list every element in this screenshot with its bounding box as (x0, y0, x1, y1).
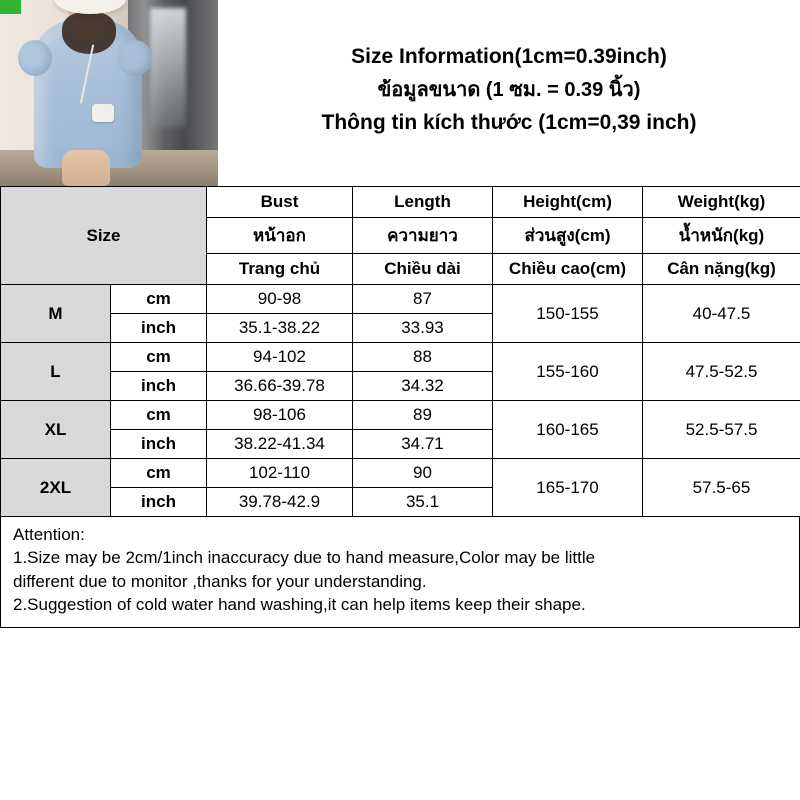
row-2xl-unit-inch: inch (111, 488, 207, 517)
attention-note-1-part1: 1.Size may be 2cm/1inch inaccuracy due to hand measure,Color may be little (13, 548, 596, 568)
table-row (1, 459, 800, 488)
row-m-bust-cm: 90-98 (207, 285, 353, 314)
row-xl-unit-cm: cm (111, 401, 207, 430)
row-l-unit-inch: inch (111, 372, 207, 401)
column-weight-vi: Cân nặng(kg) (643, 254, 800, 285)
table-row (1, 343, 800, 372)
column-height-vi: Chiều cao(cm) (493, 254, 643, 285)
column-height-th: ส่วนสูง(cm) (493, 218, 643, 254)
product-photo (0, 0, 218, 186)
title-english: Size Information(1cm=0.39inch) (351, 45, 667, 69)
row-2xl-bust-inch: 39.78-42.9 (207, 488, 353, 517)
row-m-weight: 40-47.5 (643, 285, 800, 343)
photo-handbag (92, 104, 114, 122)
table-header-row-en (1, 187, 800, 218)
table-row (1, 285, 800, 314)
row-m-length-inch: 33.93 (353, 314, 493, 343)
row-l-height: 155-160 (493, 343, 643, 401)
column-weight-th: น้ำหนัก(kg) (643, 218, 800, 254)
size-table (0, 186, 800, 517)
row-l-unit-cm: cm (111, 343, 207, 372)
row-size-xl: XL (1, 401, 111, 459)
title-vietnamese: Thông tin kích thước (1cm=0,39 inch) (321, 110, 697, 134)
photo-legs (62, 150, 110, 186)
photo-light-reflection (150, 8, 186, 128)
title-thai: ข้อมูลขนาด (1 ซม. = 0.39 นิ้ว) (377, 78, 641, 101)
row-l-bust-inch: 36.66-39.78 (207, 372, 353, 401)
column-length-vi: Chiều dài (353, 254, 493, 285)
row-size-l: L (1, 343, 111, 401)
attention-note-1-part2: different due to monitor ,thanks for your understanding. (13, 571, 427, 591)
row-2xl-length-inch: 35.1 (353, 488, 493, 517)
column-bust-en: Bust (207, 187, 353, 218)
row-l-length-cm: 88 (353, 343, 493, 372)
column-height-en: Height(cm) (493, 187, 643, 218)
row-size-2xl: 2XL (1, 459, 111, 517)
green-corner-badge (0, 0, 21, 14)
row-l-weight: 47.5-52.5 (643, 343, 800, 401)
row-xl-bust-inch: 38.22-41.34 (207, 430, 353, 459)
row-2xl-weight: 57.5-65 (643, 459, 800, 517)
column-length-th: ความยาว (353, 218, 493, 254)
row-xl-unit-inch: inch (111, 430, 207, 459)
row-l-length-inch: 34.32 (353, 372, 493, 401)
row-m-height: 150-155 (493, 285, 643, 343)
column-length-en: Length (353, 187, 493, 218)
table-row (1, 401, 800, 430)
row-l-bust-cm: 94-102 (207, 343, 353, 372)
photo-sleeve-left (18, 40, 52, 76)
row-xl-height: 160-165 (493, 401, 643, 459)
attention-note-2: 2.Suggestion of cold water hand washing,it can help items keep their shape. (13, 595, 586, 615)
row-m-bust-inch: 35.1-38.22 (207, 314, 353, 343)
row-xl-weight: 52.5-57.5 (643, 401, 800, 459)
row-2xl-height: 165-170 (493, 459, 643, 517)
title-block (218, 0, 800, 186)
row-2xl-length-cm: 90 (353, 459, 493, 488)
row-size-m: M (1, 285, 111, 343)
column-weight-en: Weight(kg) (643, 187, 800, 218)
photo-model-hair (62, 12, 116, 54)
attention-title: Attention: (13, 525, 85, 544)
row-xl-bust-cm: 98-106 (207, 401, 353, 430)
row-2xl-bust-cm: 102-110 (207, 459, 353, 488)
photo-sleeve-right (118, 40, 152, 76)
row-m-unit-cm: cm (111, 285, 207, 314)
bottom-filler (0, 628, 800, 644)
attention-block (0, 517, 800, 628)
row-xl-length-cm: 89 (353, 401, 493, 430)
row-m-unit-inch: inch (111, 314, 207, 343)
header-row (0, 0, 800, 186)
column-bust-th: หน้าอก (207, 218, 353, 254)
size-header-cell: Size (1, 187, 207, 285)
row-2xl-unit-cm: cm (111, 459, 207, 488)
column-bust-vi: Trang chủ (207, 254, 353, 285)
row-m-length-cm: 87 (353, 285, 493, 314)
row-xl-length-inch: 34.71 (353, 430, 493, 459)
